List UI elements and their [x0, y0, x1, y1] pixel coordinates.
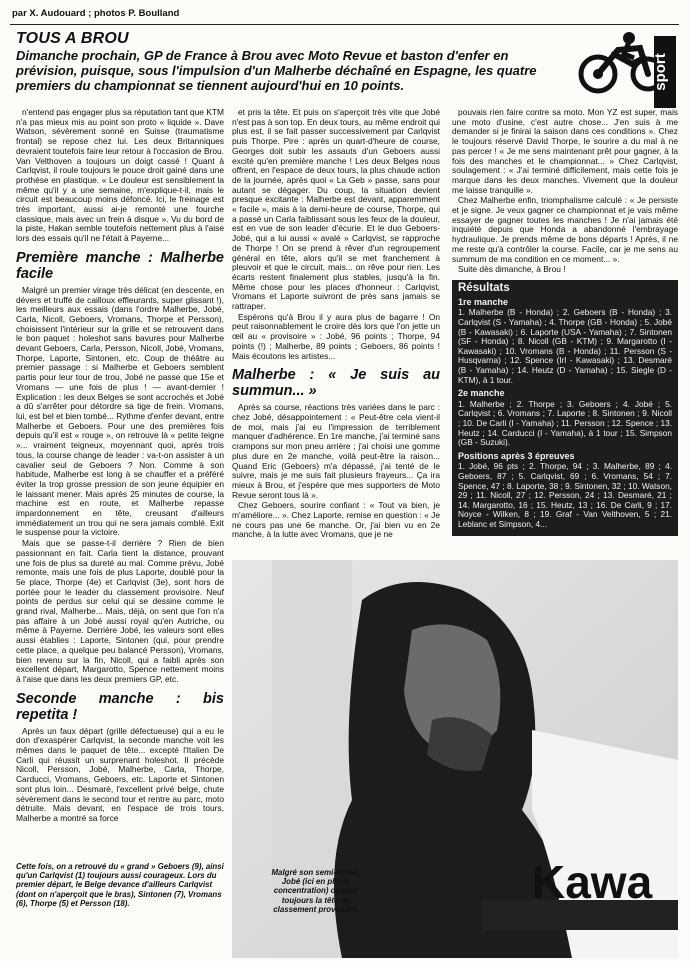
- results-manche2: 1. Malherbe ; 2. Thorpe ; 3. Geboers ; 4. Jobé ; 5. Carlqvist ; 6. Vromans ; 7. Laporte ; 8. Sintonen ; 9. Nicoll ; 10. De Carli (I - Yamaha) ; 11. Persson ; 12. Spence ; 13. Heutz ; 14. Carducci (I - Yamaha), à 1 tour ; 15. Simpson (GB - Suzuki).: [458, 398, 672, 448]
- results-manche1: 1. Malherbe (B - Honda) ; 2. Geboers (B - Honda) ; 3. Carlqvist (S - Yamaha) ; 4. Thorpe (GB - Honda) ; 5. Jobé (B - Kawasaki) ; 6. Laporte (USA - Yamaha) ; 7. Sintonen (SF - Honda) ; 8. Nicoll (GB - KTM) ; 9. Margarotto (I - Kawasaki) ; 10. Vromans (B - Honda) ; 11. Persson (S - Husqvarna) ; 12. Spence (Irl - Kawasaki) ; 13. Desmaré (B - Yamaha) ; 14. Heutz (D - Yamaha) ; 15. Siegle (D - KTM), à 1 tour.: [458, 307, 672, 385]
- col2-text4: Chez Geboers, sourire confiant : « Tout va bien, je m'améliore... ». Chez Laporte, remise en question : « Je ne cours pas une 6e manche. Or, j'ai bien vu en 2e manche, à la lutte avec Vromans, que je ne: [232, 500, 440, 540]
- results-manche2-title: 2e manche: [458, 388, 505, 399]
- byline: par X. Audouard ; photos P. Boulland: [12, 8, 180, 19]
- column-3: [452, 108, 678, 536]
- col1-intro: n'entend pas engager plus sa réputation tant que KTM n'a pas mieux mis au point son proto « liquide ». Dave Watson, sévèrement sonné en Suisse (traumatisme frontal) se repose chez lui. Les deux Britanniques devraient toutefois faire leur retour à l'occasion de Brou. Van Velthoven a toujours un doigt cassé ! Quant à Carlqvist, il roule toujours le pouce droit gainé dans une prothèse en plastique. « Le douleur est sensiblement la même qu'il y a une semaine, m'explique-t-il, mais le circuit est beaucoup moins défoncé. Ici, le freinage est très important, aussi ai-je remonté une fourche classique, mais avec un frein à disque ». Vu du bord de la piste, Hakan semble toutefois nettement plus à l'aise lors des essais qu'il ne l'était à Payerne...: [16, 107, 224, 244]
- col1-manche1: Malgré un premier virage très délicat (en descente, en dévers et truffé de cailloux effleurants, super glissant !), les meilleurs aux essais (dans l'ordre Malherbe, Jobé, Carla, Nicoll, Geboers, Vromans, Thorpe et Persson), choisissent l'intérieur sur la grille et se retrouvent dans le bon paquet : holeshot sans bavures pour Malherbe devant Geboers, Carla, Persson, Nicoll, Jobé, Vromans, Thorpe, Laporte, Sintonen, etc. Coup de théâtre au premier passage : si Malherbe et Geboers semblent partis pour leur tour de trou, Jobé ne passe que 15e et Vromans — une fois de plus ! — avant-dernier ! Explication : les deux Belges se sont accrochés et Jobé a dû s'arrêter pour détordre sa tige de frein. Vromans, lui, est bel et bien tombé... Rythme d'enfer devant, entre Malherbe et Geboers. Pour une des premières fois depuis qu'il est « rouge », on retrouve là « petite teigne »... vraiment teigneux, moyennant quoi, après trois tous, la course change de leader : va-t-on assister à un cavalier seul de Geboers ? Non. Comme à son habitude, Malherbe est long à se chauffer et a préféré éviter la trop grosse pression de son jeune équipier en le laissant mener. Mais après 25 minutes de course, la machine est en route, et Malherbe repasse impardonnement en tête, creusant d'ailleurs immédiatement un trou qui ne sera jamais comblé. Exit le suspense pour la victoire.: [16, 284, 224, 538]
- heading-seconde-manche: Seconde manche : bis repetita !: [16, 690, 224, 723]
- results-title: Résultats: [458, 281, 510, 294]
- header-rule: [10, 24, 679, 25]
- col3-text3: Suite dès dimanche, à Brou !: [458, 264, 566, 275]
- col2-text3: Après sa course, réactions très variées dans le parc : chez Jobé, désappointement : « Peut-être cela vient-il de moi, mais j'ai eu l'impression de terriblement manquer d'adhérence. En 1re manche, j'ai terminé sans crampons sur mon pneu arrière ; j'ai choisi une gomme plus dure en 2e manche, voilà peut-être la raison... Quand Eric (Geboers) m'a dépassé, j'ai tenté de le suivre, mais je me suis fait plusieurs frayeurs... Ça ira mieux à Brou, et j'espère que mes supporters de Moto Revue seront tous là ».: [232, 402, 440, 500]
- column-2: [232, 108, 440, 541]
- photo-brand-text: Kawa: [532, 856, 653, 908]
- col3-text1: pouvais rien faire contre sa moto. Mon YZ est super, mais une moto d'usine, c'est autre chose... J'en suis à me demander si je finirai la saison dans ces conditions ». Chez le toujours réservé David Thorpe, le sourire a du mal à ne pas percer ! « Je me sens maintenant prêt pour gagner, à la fois des manches et le championnat... » Chez Carlqvist, soulagement : « J'ai terminé difficilement, mais cette fois je marque dans les deux manches. Vivement que la douleur me laisse tranquille ».: [452, 107, 678, 195]
- heading-premiere-manche: Première manche : Malherbe facile: [16, 249, 224, 282]
- caption-geboers: Cette fois, on a retrouvé du « grand » Geboers (9), ainsi qu'un Carlqvist (1) toujours aussi courageux. Lors du premier départ, le Belge devance d'ailleurs Carlqvist (dont on n'aperçoit que le bras), Sintonen (7), Vromans (6), Thorpe (5) et Persson (18).: [16, 862, 224, 908]
- results-positions-title: Positions après 3 épreuves: [458, 450, 575, 461]
- motorbike-icon: [581, 32, 663, 91]
- column-1: [16, 108, 224, 825]
- caption-jobe: Malgré son semi-échec, Jobé (ici en pleine concentration) occupe toujours la tête du classement provisoire.: [271, 868, 361, 914]
- results-manche1-title: 1re manche: [458, 296, 509, 307]
- results-positions: 1. Jobé, 96 pts ; 2. Thorpe, 94 ; 3. Malherbe, 89 ; 4. Geboers, 87 ; 5. Carlqvist, 69 ; 6. Vromans, 54 ; 7. Spence, 47 ; 8. Laporte, 38 ; 9. Sintonen, 32 ; 10. Watson, 29 ; 11. Nicoll, 27 ; 12. Persson, 24 ; 13. Desmaré, 21 ; 14. Margarotto, 16 ; 15. Heutz, 13 ; 16. De Carli, 9 ; 17. Noyce - Wilken, 8 ; 19. Graf - Van Velthoven, 5 ; 21. Leblanc et Simpson, 4...: [458, 461, 672, 530]
- heading-malherbe: Malherbe : « Je suis au summun... »: [232, 367, 440, 400]
- col2-text2: Espérons qu'à Brou il y aura plus de bagarre ! On peut raisonnablement le croire dès lors que l'on jette un œil au « provisoire » : Jobé, 96 points ; Thorpe, 94 points (!) ; Malherbe, 89 points ; Geboers, 86 points ! Mais écoutons les artistes...: [232, 311, 440, 361]
- headline-block: [16, 30, 566, 93]
- headline-title: TOUS A BROU: [16, 30, 129, 47]
- logo-text: sport: [652, 53, 669, 91]
- sport-motocross-logo: [574, 28, 678, 110]
- col1-manche1b: Mais que se passe-t-il derrière ? Rien de bien passionnant en fait. Carla tient la distance, prouvant une fois de plus sa dureté au mal. Comme prévu, Jobé remonte, mais une fois de plus Laporte, doublé pour la 5e place, Thorpe (4e) et Carlqvist (3e), sont hors de portée pour le leader du classement provisoire. Neuf points de perdus sur celui qui se dessine comme le grand rival, Malherbe... Mais, déjà, on sent que l'on n'a pas affaire à un Jobé aussi royal qu'en Autriche, ou même à Payerne. Derrière Jobé, les valeurs sont elles aussi établies : Laporte, Sintonen (qui, pour prendre cette place, a quelque peu balancé Persson), Vromans, bien revenu sur la fin, Nicoll, qui a faibli après son excellent départ, Margarotto, Spence nettement moins à l'aise que dans les deux premiers GP, etc.: [16, 538, 224, 684]
- headline-deck: Dimanche prochain, GP de France à Brou avec Moto Revue et baston d'enfer en prévision, puisque, sous l'impulsion d'un Malherbe déchaîné en Espagne, les quatre premiers du championnat se tiennent aujourd'hui en 10 points.: [16, 48, 537, 93]
- results-box: [452, 280, 678, 536]
- col1-manche2: Après un faux départ (grille défectueuse) qui a eu le don d'exaspérer Carlqvist, la seconde manche voit les mêmes dans le paquet de tête... excepté l'Italien De Carli qui réussit un surprenant holeshot. Il précède Nicoll, Persson, Jobé, Malherbe, Carla, Thorpe, Carducci, Vromans, Geboers, etc. Laporte et Sintonen sont plus loin... Desmaré, l'excellent privé belge, chute sévèrement dans le second tour et rentre au parc, moto détruite. Mais devant, en l'espace de trois tours, Malherbe a montré sa force: [16, 725, 224, 823]
- col3-text2: Chez Malherbe enfin, triomphalisme calculé : « Je persiste et je signe. Je veux gagner ce championnat et je vais même essayer de gagner toutes les manches ! Je n'ai jamais été inquiété depuis que Honda a abandonné l'embrayage hydraulique. Je prends même de bons départs ! Après, il ne me reste qu'à contrôler la course. Facile, car je me sens au summum de ma condition en ce moment... ».: [452, 195, 678, 264]
- col2-text1: et pris la tête. Et puis on s'aperçoit très vite que Jobé n'est pas à son top. En deux tours, au même endroit qui plus est, il se fait passer successivement par Carlqvist puis Thorpe. Pire : après un quart-d'heure de course, Georges doit subir les assauts d'un Geboers aussi excité qu'en première manche ! Les deux Belges nous offrent, en l'espace de deux tours, la plus chaude action de la journée, après quoi « La Geb » passe, sans pour autant se dégager. Du coup, la situation devient presque excitante : Malherbe est devant, apparemment « facile », mais à la demi-heure de course, Thorpe, qui a passé un Carla faiblissant sous les feux de la douleur, est en vue de son leader d'écurie. Et le duo Geboers-Jobé, qui a lui aussi « avalé » Carlqvist, se rapproche de Thorpe ! On se prend à rêver d'un regroupement général en tête, alors qu'il se met franchement à pleuvoir et que le circuit, mais... on rêve pour rien. Les écarts restent finalement plus stables, jusqu'à la fin. Même chose pour les places d'honneur : Carlqvist, Vromans et Laporte suivront de près sans jamais se rattraper.: [232, 107, 440, 312]
